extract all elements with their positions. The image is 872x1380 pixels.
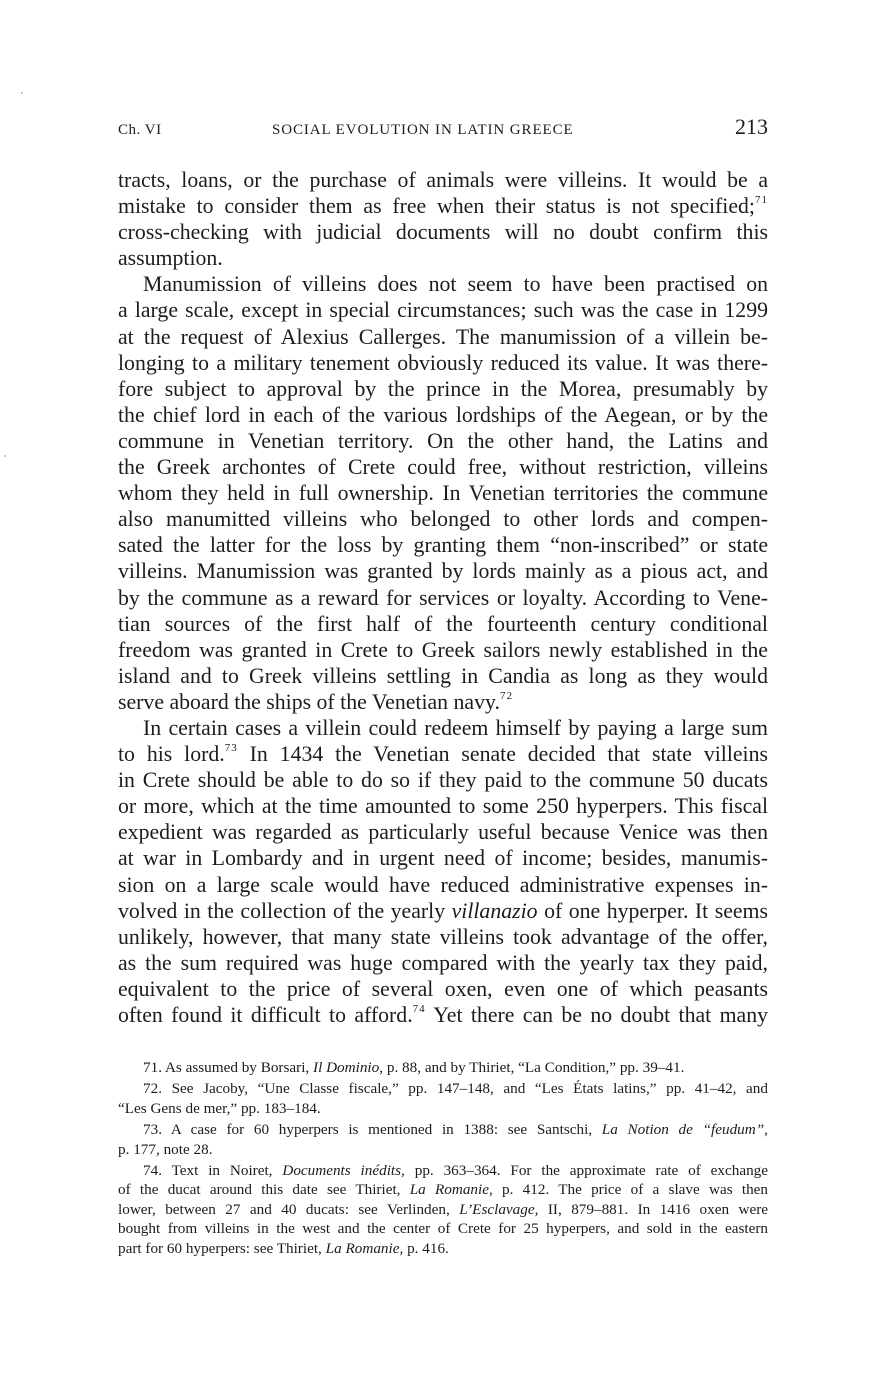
text-line: as the sum required was huge compared with the yearly tax they paid,	[118, 950, 768, 975]
text-line: often found it difficult to afford.$^{74}$ Yet there can be no doubt that many	[118, 1002, 768, 1027]
text-line: in Crete should be able to do so if they paid to the commune 50 ducats	[118, 768, 768, 793]
text-line: assumption.	[118, 246, 223, 271]
text-line: fore subject to approval by the prince in the Morea, presumably by	[118, 376, 768, 401]
text-line: the Greek archontes of Crete could free, without restriction, villeins	[118, 455, 768, 480]
text-line: the chief lord in each of the various lordships of the Aegean, or by the	[118, 402, 768, 427]
text-line: to his lord.$^{73}$ In 1434 the Venetian senate decided that state villeins	[118, 741, 768, 767]
footnote-line: “Les Gens de mer,” pp. 183–184.	[118, 1099, 321, 1117]
text-line: also manumitted villeins who belonged to other lords and compen-	[118, 507, 768, 532]
text-line: equivalent to the price of several oxen, even one of which peasants	[118, 976, 768, 1001]
text-line: tracts, loans, or the purchase of animals were villeins. It would be a	[118, 168, 768, 192]
scan-speck	[21, 92, 23, 94]
text-line: or more, which at the time amounted to some 250 hyperpers. This fiscal	[118, 794, 768, 819]
paragraph-start: Manumission of villeins does not seem to have been practised on	[143, 272, 768, 297]
text-line: whom they held in full ownership. In Venetian territories the commune	[118, 481, 768, 506]
footnotes	[118, 1058, 768, 1260]
footnote-line: 72. See Jacoby, “Une Classe fiscale,” pp. 147–148, and “Les États latins,” pp. 41–42, and	[143, 1080, 768, 1098]
text-line: island and to Greek villeins settling in Candia as long as they would	[118, 663, 768, 688]
text-line: cross-checking with judicial documents will no doubt confirm this	[118, 220, 768, 245]
text-line: at the request of Alexius Callerges. The manumission of a villein be-	[118, 324, 768, 349]
footnote-ref-72: 72	[499, 689, 513, 702]
footnote-line: of the ducat around this date see Thiriet, La Romanie, p. 412. The price of a slave was then	[118, 1181, 769, 1199]
text-line: volved in the collection of the yearly villanazio of one hyperper. It seems	[118, 898, 768, 923]
text-line: by the commune as a reward for services or loyalty. According to Vene-	[118, 585, 768, 610]
text-line: freedom was granted in Crete to Greek sailors newly established in the	[118, 637, 768, 662]
footnote-74	[118, 1161, 768, 1258]
text-line: sated the latter for the loss by granting them “non-inscribed” or state	[118, 533, 768, 558]
footnote-ref-71: 71	[755, 193, 768, 206]
italic-term: villanazio	[451, 898, 538, 923]
text-line: longing to a military tenement obviously reduced its value. It was there-	[118, 350, 768, 375]
text-line: expedient was regarded as particularly useful because Venice was then	[118, 820, 768, 845]
footnote-line: 71. As assumed by Borsari, Il Dominio, p. 88, and by Thiriet, “La Condition,” pp. 39–41.	[143, 1059, 685, 1076]
page-number: 213	[735, 114, 768, 139]
footnote-line: 73. A case for 60 hyperpers is mentioned in 1388: see Santschi, La Notion de “feudum”,	[143, 1121, 768, 1139]
text-line: mistake to consider them as free when their status is not specified;$^{71}$	[118, 193, 768, 219]
footnote-73	[118, 1120, 768, 1159]
footnote-71	[118, 1058, 768, 1077]
paragraph-start: In certain cases a villein could redeem himself by paying a large sum	[143, 715, 768, 740]
running-header	[118, 114, 768, 146]
running-title: SOCIAL EVOLUTION IN LATIN GREECE	[272, 122, 574, 138]
footnote-line: part for 60 hyperpers: see Thiriet, La Romanie, p. 416.	[118, 1239, 449, 1257]
footnote-line: p. 177, note 28.	[118, 1140, 213, 1158]
text-line: at war in Lombardy and in urgent need of income; besides, manumis-	[118, 846, 768, 871]
text-line: sion on a large scale would have reduced administrative expenses in-	[118, 872, 768, 897]
footnote-72	[118, 1079, 768, 1118]
text-line: unlikely, however, that many state villeins took advantage of the offer,	[118, 924, 768, 949]
footnote-ref-74: 74	[412, 1002, 426, 1015]
text-line: commune in Venetian territory. On the other hand, the Latins and	[118, 428, 768, 453]
main-text	[118, 167, 768, 1028]
text-line: a large scale, except in special circumstances; such was the case in 1299	[118, 298, 768, 323]
text-line: serve aboard the ships of the Venetian navy.$^{72}$	[118, 689, 513, 714]
chapter-label: Ch. VI	[118, 122, 162, 138]
footnote-line: lower, between 27 and 40 ducats: see Verlinden, L’Esclavage, II, 879–881. In 1416 oxen were	[118, 1200, 768, 1218]
scan-speck	[4, 455, 6, 457]
text-line: villeins. Manumission was granted by lords mainly as a pious act, and	[118, 559, 768, 584]
footnote-ref-73: 73	[224, 741, 238, 754]
footnote-line: bought from villeins in the west and the center of Crete for 25 hyperpers, and sold in the eastern	[118, 1220, 768, 1238]
text-line: tian sources of the first half of the fourteenth century conditional	[118, 611, 768, 636]
footnote-line: 74. Text in Noiret, Documents inédits, pp. 363–364. For the approximate rate of exchange	[143, 1161, 769, 1179]
